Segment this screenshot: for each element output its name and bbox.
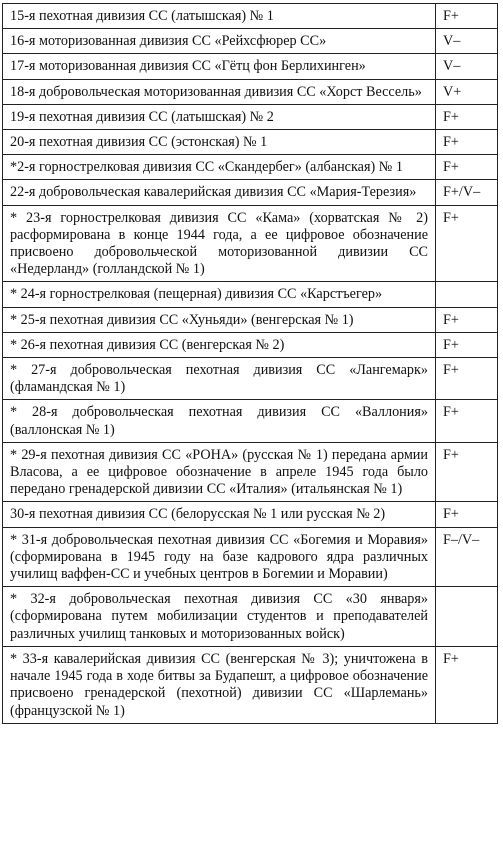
division-rating-cell: F+ — [436, 307, 498, 332]
table-row — [3, 155, 498, 180]
table-row — [3, 332, 498, 357]
table-row — [3, 646, 498, 723]
division-name-cell: *2-я горнострелковая дивизия СС «Скандербег» (албанская) № 1 — [3, 155, 436, 180]
division-rating-cell: F+ — [436, 358, 498, 400]
division-name-cell: * 29-я пехотная дивизия СС «РОНА» (русская № 1) передана армии Власова, а ее цифровое обозначение в апреле 1945 года было передано гренадерской дивизии СС «Италия» (итальянская № 1) — [3, 442, 436, 502]
division-name-cell: * 33-я кавалерийская дивизия СС (венгерская № 3); уничтожена в начале 1945 года в ходе битвы за Будапешт, а цифровое обозначение присвоено гренадерской (пехотной) дивизии СС «Шарлемань» (французской № 1) — [3, 646, 436, 723]
division-name-cell: 18-я добровольческая моторизованная дивизия СС «Хорст Вессель» — [3, 79, 436, 104]
division-rating-cell: F+ — [436, 155, 498, 180]
table-row — [3, 180, 498, 205]
table-row — [3, 130, 498, 155]
division-name-cell: * 28-я добровольческая пехотная дивизия СС «Валлония» (валлонская № 1) — [3, 400, 436, 442]
division-name-cell: 19-я пехотная дивизия СС (латышская) № 2 — [3, 104, 436, 129]
division-rating-cell: F+ — [436, 400, 498, 442]
division-name-cell: * 31-я добровольческая пехотная дивизия СС «Богемия и Моравия» (сформирована в 1945 году на базе кадрового ядра различных училищ ваффен-СС и учебных центров в Богемии и Моравии) — [3, 527, 436, 587]
divisions-table — [2, 3, 498, 724]
division-rating-cell: F+ — [436, 442, 498, 502]
division-name-cell: 16-я моторизованная дивизия СС «Рейхсфюрер СС» — [3, 29, 436, 54]
division-rating-cell: F+/V– — [436, 180, 498, 205]
division-name-cell: 20-я пехотная дивизия СС (эстонская) № 1 — [3, 130, 436, 155]
division-name-cell: * 23-я горнострелковая дивизия СС «Кама» (хорватская № 2) расформирована в конце 1944 года, а ее цифровое обозначение присвоено добровольческой моторизованной дивизии СС «Недерланд» (голландской № 1) — [3, 205, 436, 282]
division-rating-cell — [436, 587, 498, 647]
division-rating-cell: F+ — [436, 646, 498, 723]
division-name-cell: * 27-я добровольческая пехотная дивизия СС «Лангемарк» (фламандская № 1) — [3, 358, 436, 400]
table-row — [3, 307, 498, 332]
table-row — [3, 527, 498, 587]
division-rating-cell: V+ — [436, 79, 498, 104]
table-row — [3, 358, 498, 400]
table-row — [3, 400, 498, 442]
table-row — [3, 54, 498, 79]
division-rating-cell: V– — [436, 29, 498, 54]
division-rating-cell: F+ — [436, 205, 498, 282]
table-row — [3, 502, 498, 527]
table-row — [3, 104, 498, 129]
division-rating-cell: F+ — [436, 130, 498, 155]
division-name-cell: * 32-я добровольческая пехотная дивизия СС «30 января» (сформирована путем мобилизации студентов и преподавателей различных училищ танковых и моторизованных войск) — [3, 587, 436, 647]
division-name-cell: * 24-я горнострелковая (пещерная) дивизия СС «Карстъегер» — [3, 282, 436, 307]
division-name-cell: 15-я пехотная дивизия СС (латышская) № 1 — [3, 4, 436, 29]
division-rating-cell: F+ — [436, 104, 498, 129]
division-rating-cell: F+ — [436, 4, 498, 29]
table-row — [3, 29, 498, 54]
table-row — [3, 4, 498, 29]
table-row — [3, 205, 498, 282]
table-row — [3, 587, 498, 647]
division-rating-cell: F–/V– — [436, 527, 498, 587]
division-name-cell: 17-я моторизованная дивизия СС «Гётц фон Берлихинген» — [3, 54, 436, 79]
division-name-cell: 30-я пехотная дивизия СС (белорусская № 1 или русская № 2) — [3, 502, 436, 527]
divisions-table-body — [3, 4, 498, 724]
division-rating-cell: V– — [436, 54, 498, 79]
table-row — [3, 79, 498, 104]
division-name-cell: 22-я добровольческая кавалерийская дивизия СС «Мария-Терезия» — [3, 180, 436, 205]
division-name-cell: * 25-я пехотная дивизия СС «Хуньяди» (венгерская № 1) — [3, 307, 436, 332]
division-name-cell: * 26-я пехотная дивизия СС (венгерская № 2) — [3, 332, 436, 357]
division-rating-cell: F+ — [436, 502, 498, 527]
table-row — [3, 282, 498, 307]
table-row — [3, 442, 498, 502]
division-rating-cell — [436, 282, 498, 307]
division-rating-cell: F+ — [436, 332, 498, 357]
